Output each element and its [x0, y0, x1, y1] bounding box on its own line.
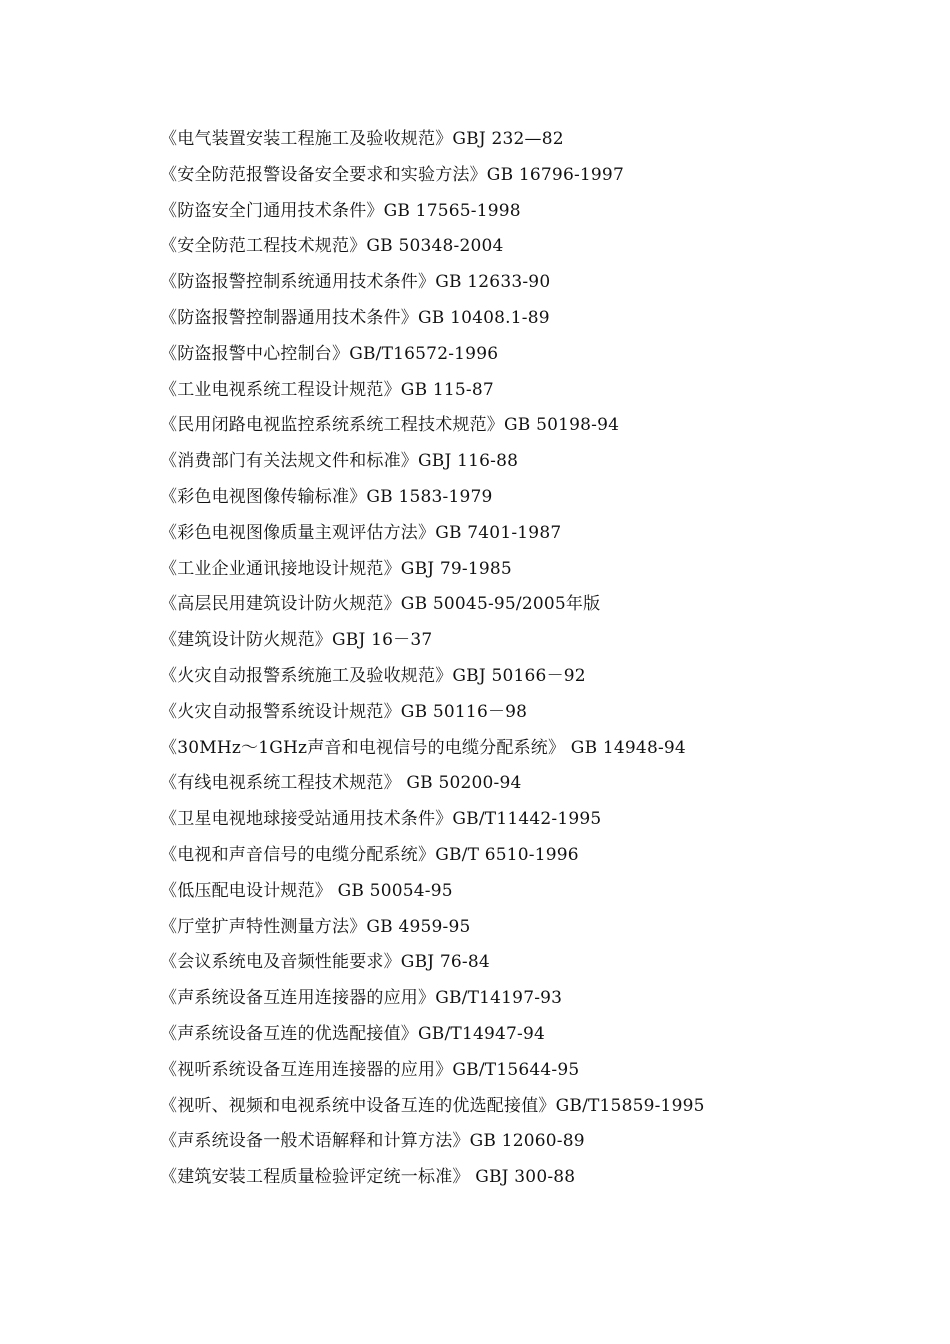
standard-item: 《视听系统设备互连用连接器的应用》GB/T15644-95 [160, 1059, 580, 1080]
standard-item: 《低压配电设计规范》 GB 50054-95 [160, 880, 453, 901]
standard-item: 《工业电视系统工程设计规范》GB 115-87 [160, 379, 494, 400]
standard-item: 《声系统设备一般术语解释和计算方法》GB 12060-89 [160, 1131, 585, 1152]
standard-item: 《厅堂扩声特性测量方法》GB 4959-95 [160, 916, 471, 937]
standard-item: 《消费部门有关法规文件和标准》GBJ 116-88 [160, 451, 519, 472]
standard-item: 《火灾自动报警系统施工及验收规范》GBJ 50166－92 [160, 665, 586, 686]
standard-item: 《工业企业通讯接地设计规范》GBJ 79-1985 [160, 558, 512, 579]
standard-item: 《有线电视系统工程技术规范》 GB 50200-94 [160, 773, 522, 794]
standard-item: 《防盗安全门通用技术条件》GB 17565-1998 [160, 200, 521, 221]
standards-list [160, 122, 920, 1196]
standard-item: 《防盗报警控制系统通用技术条件》GB 12633-90 [160, 272, 551, 293]
standard-item: 《建筑安装工程质量检验评定统一标准》 GBJ 300-88 [160, 1167, 576, 1188]
standard-item: 《电视和声音信号的电缆分配系统》GB/T 6510-1996 [160, 844, 579, 865]
standard-item: 《防盗报警中心控制台》GB/T16572-1996 [160, 343, 499, 364]
standard-item: 《声系统设备互连的优选配接值》GB/T14947-94 [160, 1023, 545, 1044]
standard-item: 《安全防范工程技术规范》GB 50348-2004 [160, 236, 504, 257]
standard-item: 《高层民用建筑设计防火规范》GB 50045-95/2005年版 [160, 594, 601, 615]
standard-item: 《民用闭路电视监控系统系统工程技术规范》GB 50198-94 [160, 415, 620, 436]
standard-item: 《建筑设计防火规范》GBJ 16－37 [160, 630, 433, 651]
standard-item: 《卫星电视地球接受站通用技术条件》GB/T11442-1995 [160, 809, 602, 830]
standard-item: 《声系统设备互连用连接器的应用》GB/T14197-93 [160, 988, 563, 1009]
standard-item: 《视听、视频和电视系统中设备互连的优选配接值》GB/T15859-1995 [160, 1095, 705, 1116]
standard-item: 《安全防范报警设备安全要求和实验方法》GB 16796-1997 [160, 164, 624, 185]
standard-item: 《30MHz～1GHz声音和电视信号的电缆分配系统》 GB 14948-94 [160, 737, 686, 758]
standard-item: 《会议系统电及音频性能要求》GBJ 76-84 [160, 952, 490, 973]
standard-item: 《彩色电视图像质量主观评估方法》GB 7401-1987 [160, 522, 562, 543]
standard-item: 《彩色电视图像传输标准》GB 1583-1979 [160, 486, 493, 507]
standard-item: 《火灾自动报警系统设计规范》GB 50116－98 [160, 701, 528, 722]
standard-item: 《防盗报警控制器通用技术条件》GB 10408.1-89 [160, 307, 550, 328]
standard-item: 《电气装置安装工程施工及验收规范》GBJ 232—82 [160, 129, 564, 149]
